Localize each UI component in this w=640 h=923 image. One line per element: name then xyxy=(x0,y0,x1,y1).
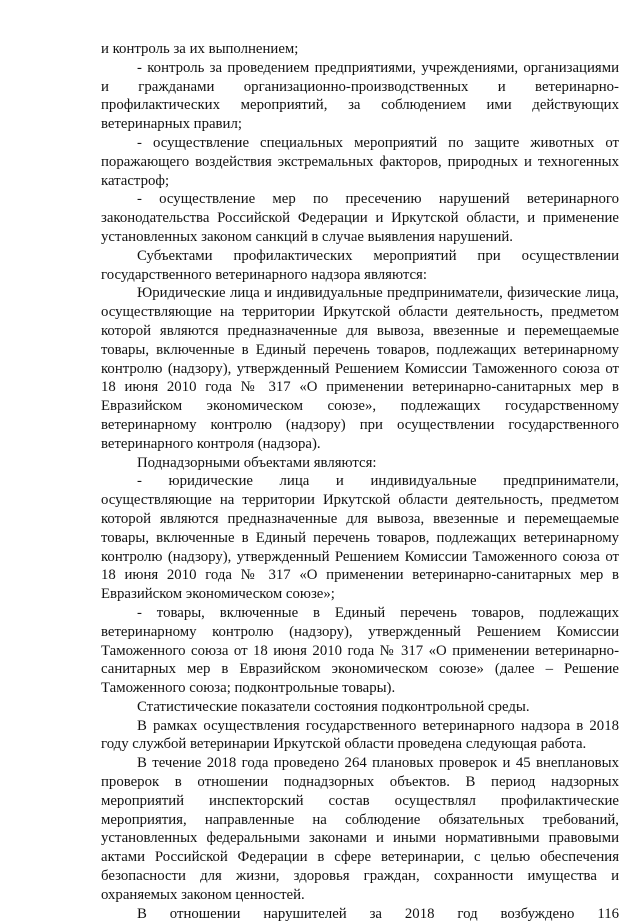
list-item-control: - контроль за проведением предприятиями, учреждениями, организациями и гражданами организационно-производственных и ветеринарно-профилактических мероприятий, за соблюдением ими действующих ветеринарных правил; xyxy=(101,59,619,133)
list-item-suppression: - осуществление мер по пресечению нарушений ветеринарного законодательства Российской Федерации и Иркутской области, и применение установленных законом санкций в случае выявления нарушений. xyxy=(101,191,619,245)
list-item-special-measures: - осуществление специальных мероприятий по защите животных от поражающего воздействия экстремальных факторов, природных и техногенных катастроф; xyxy=(101,134,619,189)
paragraph-continuation: и контроль за их выполнением; xyxy=(101,41,299,57)
paragraph-subjects-heading: Субъектами профилактических мероприятий при осуществлении государственного ветеринарного надзора являются: xyxy=(101,247,619,283)
paragraph-inspections: В течение 2018 года проведено 264 плановых проверок и 45 внеплановых проверок в отношении поднадзорных объектов. В период надзорных мероприятий инспекторский состав осуществлял профилактические мероприятия, направленные на соблюдение обязательных требований, установленных федеральными законами и иными нормативными правовыми актами Российской Федерации в сфере ветеринарии, с целью обеспечения безопасности для жизни, здоровья граждан, сохранности имущества и охраняемых законом ценностей. xyxy=(101,755,619,903)
paragraph-subjects-body: Юридические лица и индивидуальные предприниматели, физические лица, осуществляющие на территории Иркутской области деятельность, предметом которой являются предназначенные для вывоза, ввезенные и перемещаемые товары, включенные в Единый перечень товаров, подлежащих ветеринарному контролю (надзору), утвержденный Решением Комиссии Таможенного союза от 18 июня 2010 года № 317 «О применении ветеринарно-санитарных мер в Евразийском экономическом союзе», подлежащих государственному ветеринарному контролю (надзору) при осуществлении государственного ветеринарного контроля (надзора). xyxy=(101,285,619,452)
paragraph-objects-heading: Поднадзорными объектами являются: xyxy=(137,454,377,471)
list-item-goods: - товары, включенные в Единый перечень товаров, подлежащих ветеринарному контролю (надзору), утвержденный Решением Комиссии Таможенного союза от 18 июня 2010 года № 317 «О применении ветеринарно-санитарных мер в Евразийском экономическом союзе» (далее – Решение Таможенного союза; подконтрольные товары). xyxy=(101,604,619,697)
document-page xyxy=(101,40,619,923)
paragraph-work-2018: В рамках осуществления государственного ветеринарного надзора в 2018 году службой ветеринарии Иркутской области проведена следующая работа. xyxy=(101,717,619,753)
list-item-legal-entities: - юридические лица и индивидуальные предприниматели, осуществляющие на территории Иркутской области деятельность, предметом которой являются предназначенные для вывоза, ввезенные и перемещаемые товары, включенные в Единый перечень товаров, подлежащих ветеринарному контролю (надзору), утвержденный Решением Комиссии Таможенного союза от 18 июня 2010 года № 317 «О применении ветеринарно-санитарных мер в Евразийском экономическом союзе»; xyxy=(101,473,619,603)
paragraph-violators: В отношении нарушителей за 2018 год возбуждено 116 xyxy=(137,905,619,922)
paragraph-statistics-heading: Статистические показатели состояния подконтрольной среды. xyxy=(137,698,530,715)
